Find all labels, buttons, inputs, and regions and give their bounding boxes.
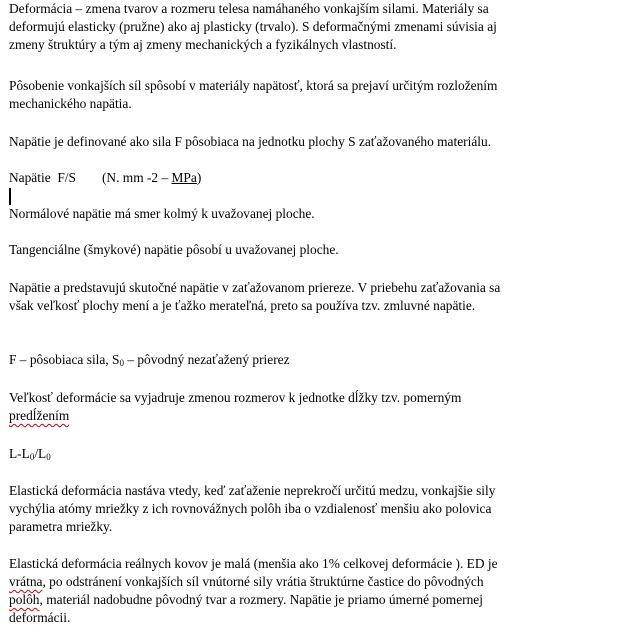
text-line: Elastická deformácia reálnych kovov je malá (menšia ako 1% celkovej deformácie ). ED je [9, 556, 498, 571]
text-line [9, 591, 609, 609]
paragraph-elasticka-realnych-kovov [9, 555, 609, 627]
text-line: Napätie je definované ako sila F pôsobiaca na jednotku plochy S zaťažovaného materiálu. [9, 134, 492, 149]
paragraph-normalove [9, 205, 609, 223]
paragraph-tangencialne [9, 241, 609, 259]
text-line: Veľkosť deformácie sa vyjadruje zmenou rozmerov k jednotke dĺžky tzv. pomerným [9, 390, 462, 405]
text-line: Elastická deformácia nastáva vtedy, keď zaťaženie neprekročí určitú medzu, vonkajšie sily [9, 483, 496, 498]
text-line: Napätie a predstavujú skutočné napätie v zaťažovanom priereze. V priebehu zaťažovania sa [9, 280, 501, 295]
units-close: ) [196, 170, 202, 185]
text-line: zmeny štruktúry a tým aj zmeny mechanických a fyzikálnych vlastností. [9, 37, 397, 52]
text-cursor [9, 188, 11, 205]
subscript: 0 [46, 452, 51, 462]
text-line: Normálové napätie má smer kolmý k uvažovanej ploche. [9, 206, 315, 221]
paragraph-skutocne-napatie [9, 279, 609, 315]
text-line: parametra mriežky. [9, 519, 113, 534]
spellcheck-word[interactable]: predĺžením [9, 408, 70, 423]
text-line: vychýlia atómy mriežky z ich rovnovážnych polôh iba o vzdialenosť menšiu ako polovica [9, 501, 492, 516]
text-segment: L-L [9, 446, 30, 461]
text-line [9, 407, 609, 425]
paragraph-deformacia [9, 0, 609, 54]
paragraph-napatie-vzorec [9, 169, 609, 187]
text-line: Tangenciálne (šmykové) napätie pôsobí u uvažovanej ploche. [9, 242, 339, 257]
text-line [9, 445, 609, 463]
text-line: deformujú elasticky (pružne) ako aj plasticky (trvalo). S deformačnými zmenami súvisia aj [9, 19, 497, 34]
text-line [9, 351, 609, 369]
paragraph-elasticka-deformacia [9, 482, 609, 536]
text-segment: , materiál nadobudne pôvodný tvar a rozmery. Napätie je priamo úmerné pomernej [39, 592, 483, 607]
text-line: Pôsobenie vonkajších síl spôsobí v materiály napätosť, ktorá sa prejaví určitým rozložením [9, 78, 498, 93]
text-line: Deformácia – zmena tvarov a rozmeru telesa namáhaného vonkajším silami. Materiály sa [9, 1, 489, 16]
paragraph-posobiaca-sila [9, 351, 609, 369]
subscript: 0 [29, 452, 35, 462]
text-line: deformácii. [9, 610, 71, 625]
paragraph-pomerne-predlzenie [9, 445, 609, 463]
spellcheck-word[interactable]: polôh [9, 592, 40, 607]
text-line: však veľkosť plochy mení a je ťažko merateľná, preto sa používa tzv. zmluvné napätie. [9, 298, 476, 313]
text-segment: /L [34, 446, 47, 461]
units-mpa: MPa [171, 170, 197, 185]
spellcheck-word[interactable]: vrátna [9, 574, 43, 589]
text-line [9, 573, 609, 591]
paragraph-posobenie [9, 77, 609, 113]
formula-units: (N. mm -2 – [101, 170, 169, 185]
text-line [9, 169, 609, 187]
text-line: mechanického napätia. [9, 96, 132, 111]
text-segment: , po odstránení vonkajších síl vnútorné sily vrátia štruktúrne častice do pôvodných [42, 574, 484, 589]
formula-label: Napätie F/S [9, 170, 76, 185]
paragraph-napatie-definicia [9, 133, 609, 151]
subscript: 0 [119, 358, 124, 368]
paragraph-velkost-deformacie [9, 389, 609, 425]
text-segment: – pôvodný nezaťažený prierez [123, 352, 290, 367]
text-segment: F – pôsobiaca sila, S [9, 352, 120, 367]
